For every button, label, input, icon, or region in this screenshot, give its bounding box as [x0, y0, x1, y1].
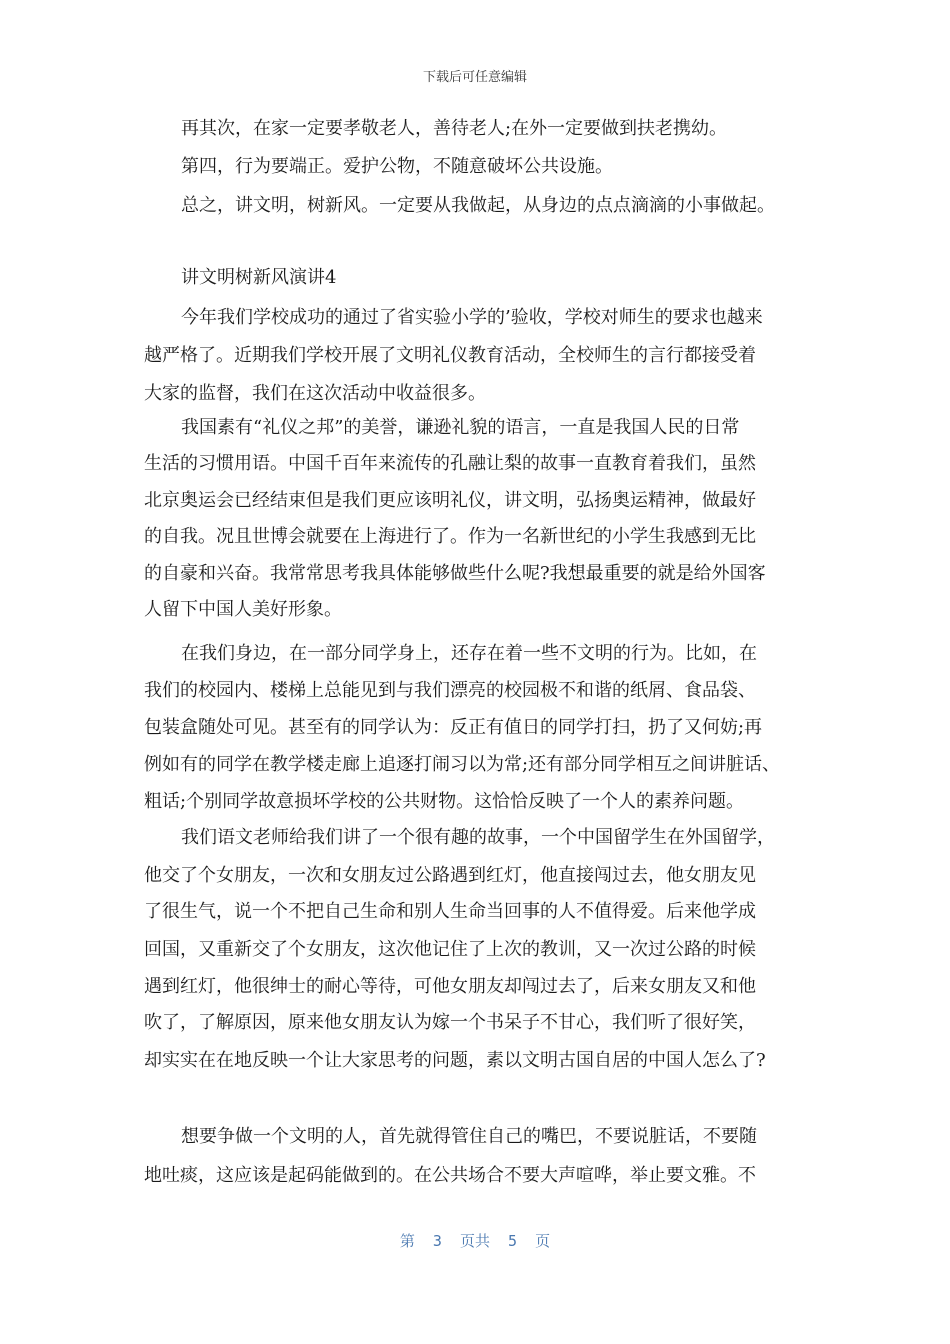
text-line: 第四，行为要端正。爱护公物，不随意破坏公共设施。 — [181, 156, 613, 177]
text-line: 回国，又重新交了个女朋友，这次他记住了上次的教训，又一次过公路的时候 — [144, 939, 756, 960]
page-footer: 第 3 页共 5 页 — [399, 1232, 551, 1250]
text-line: 越严格了。近期我们学校开展了文明礼仪教育活动，全校师生的言行都接受着 — [144, 345, 756, 366]
text-line: 生活的习惯用语。中国千百年来流传的孔融让梨的故事一直教育着我们，虽然 — [144, 453, 756, 474]
text-line: 想要争做一个文明的人，首先就得管住自己的嘴巴，不要说脏话，不要随 — [181, 1126, 757, 1147]
text-line: 的自豪和兴奋。我常常思考我具体能够做些什么呢?我想最重要的就是给外国客 — [144, 563, 766, 584]
text-line: 我们的校园内、楼梯上总能见到与我们漂亮的校园极不和谐的纸屑、食品袋、 — [144, 680, 756, 701]
section-heading: 讲文明树新风演讲4 — [181, 267, 337, 288]
text-line: 地吐痰，这应该是起码能做到的。在公共场合不要大声喧哗，举止要文雅。不 — [144, 1165, 756, 1186]
text-line: 人留下中国人美好形象。 — [144, 599, 342, 620]
text-line: 他交了个女朋友，一次和女朋友过公路遇到红灯，他直接闯过去，他女朋友见 — [144, 865, 756, 886]
page-header: 下载后可任意编辑 — [422, 70, 527, 85]
text-line: 在我们身边，在一部分同学身上，还存在着一些不文明的行为。比如，在 — [181, 643, 757, 664]
text-line: 例如有的同学在教学楼走廊上追逐打闹习以为常;还有部分同学相互之间讲脏话、 — [144, 754, 781, 775]
text-line: 的自我。况且世博会就要在上海进行了。作为一名新世纪的小学生我感到无比 — [144, 526, 756, 547]
text-line: 今年我们学校成功的通过了省实验小学的’验收，学校对师生的要求也越来 — [181, 307, 763, 328]
text-line: 北京奥运会已经结束但是我们更应该明礼仪，讲文明，弘扬奥运精神，做最好 — [144, 490, 756, 511]
text-line: 包装盒随处可见。甚至有的同学认为：反正有值日的同学打扫，扔了又何妨;再 — [144, 717, 763, 738]
text-line: 却实实在在地反映一个让大家思考的问题，素以文明古国自居的中国人怎么了? — [144, 1050, 766, 1071]
text-line: 再其次，在家一定要孝敬老人，善待老人;在外一定要做到扶老携幼。 — [181, 118, 728, 139]
text-line: 吹了，了解原因，原来他女朋友认为嫁一个书呆子不甘心，我们听了很好笑， — [144, 1012, 756, 1033]
text-line: 我们语文老师给我们讲了一个很有趣的故事，一个中国留学生在外国留学， — [181, 827, 775, 848]
text-line: 了很生气，说一个不把自己生命和别人生命当回事的人不值得爱。后来他学成 — [144, 901, 756, 922]
text-line: 大家的监督，我们在这次活动中收益很多。 — [144, 383, 486, 404]
text-line: 粗话;个别同学故意损坏学校的公共财物。这恰恰反映了一个人的素养问题。 — [144, 791, 745, 812]
text-line: 我国素有“礼仪之邦”的美誉，谦逊礼貌的语言，一直是我国人民的日常 — [181, 417, 740, 438]
text-line: 遇到红灯，他很绅士的耐心等待，可他女朋友却闯过去了，后来女朋友又和他 — [144, 976, 756, 997]
text-line: 总之，讲文明，树新风。一定要从我做起，从身边的点点滴滴的小事做起。 — [181, 195, 775, 216]
